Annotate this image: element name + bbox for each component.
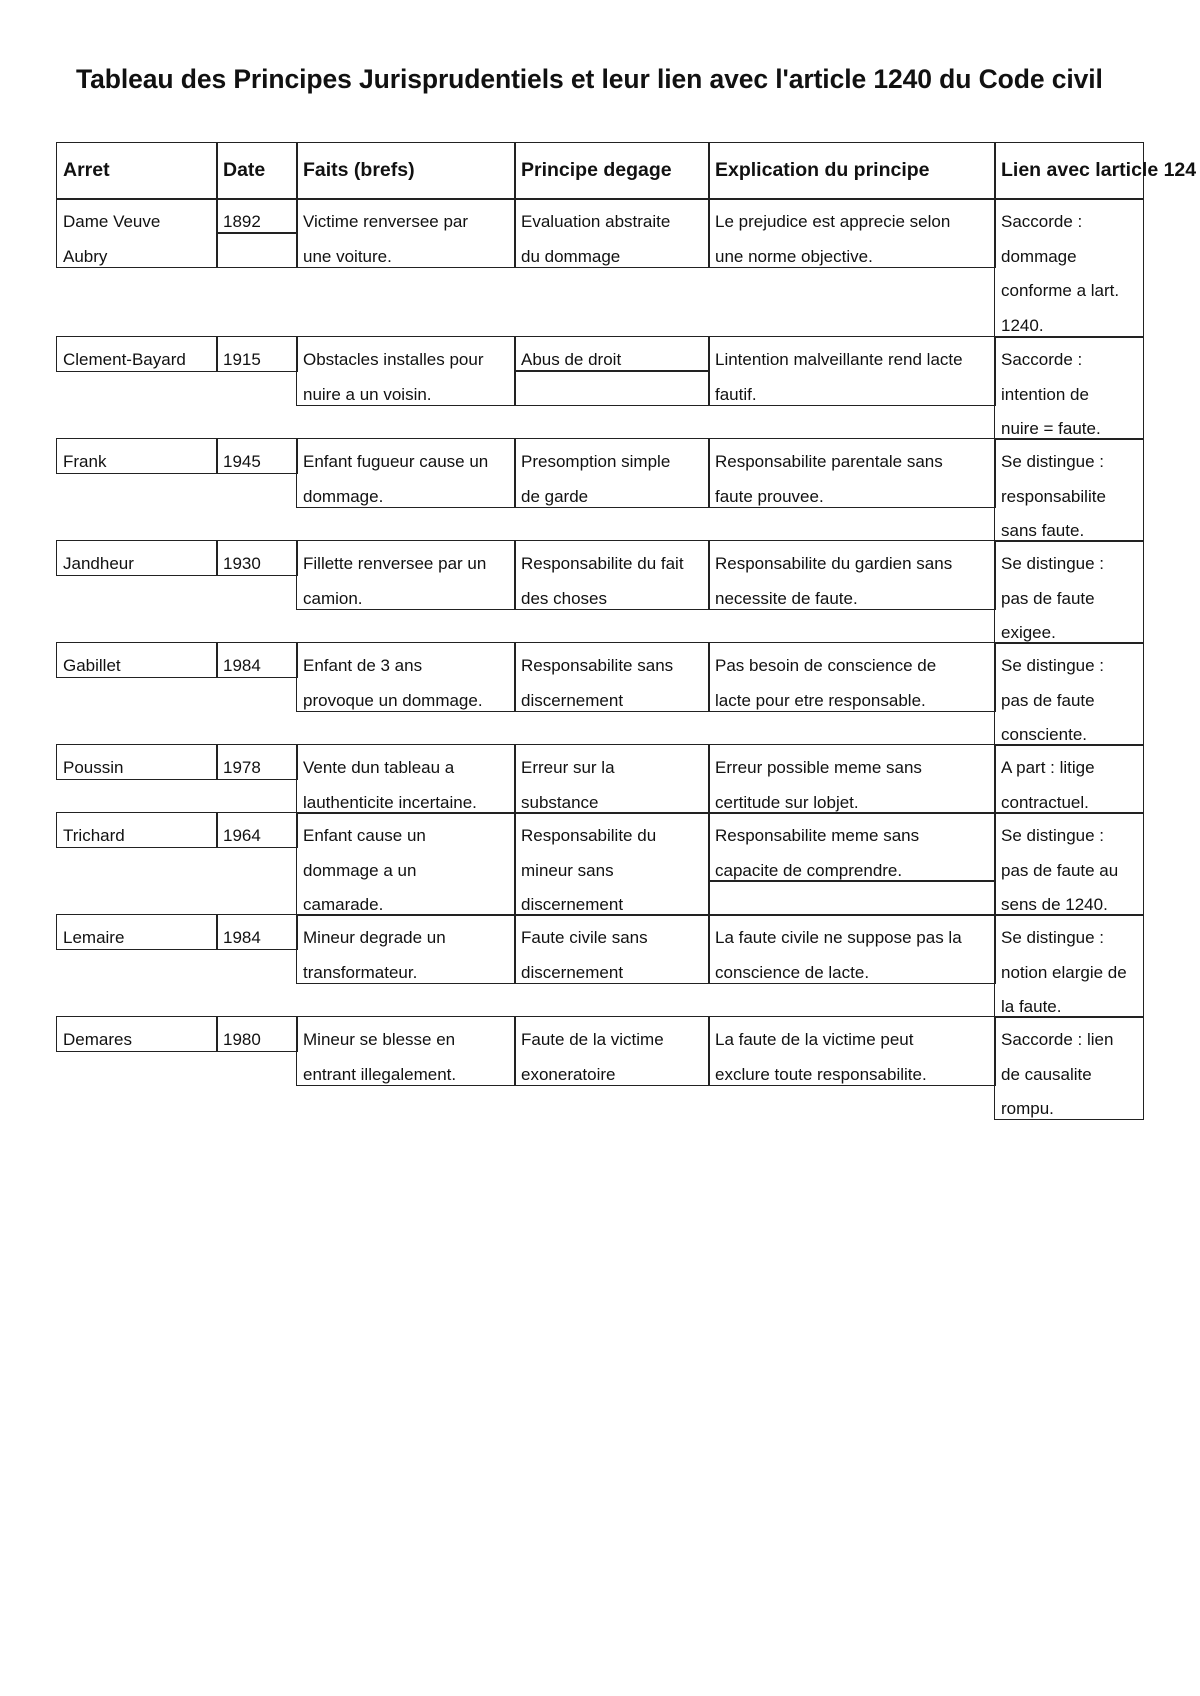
table-row-cell-explication: Responsabilite meme sans capacite de comprendre. [708, 812, 996, 882]
table-row-cell-explication: Pas besoin de conscience de lacte pour etre responsable. [708, 642, 996, 712]
table-row-cell-arret: Poussin [56, 744, 218, 780]
table-row-cell-empty [514, 370, 710, 406]
table-row-cell-lien: A part : litige contractuel. [994, 744, 1144, 814]
header-principe: Principe degage [514, 142, 710, 200]
table-row-cell-date: 1964 [216, 812, 298, 848]
table-row-cell-explication: Responsabilite du gardien sans necessite de faute. [708, 540, 996, 610]
table-row-cell-faits: Mineur degrade un transformateur. [296, 914, 516, 984]
table-row-cell-lien: Se distingue : pas de faute consciente. [994, 642, 1144, 746]
table-row-cell-explication: Erreur possible meme sans certitude sur lobjet. [708, 744, 996, 814]
table-row-cell-lien: Se distingue : responsabilite sans faute. [994, 438, 1144, 542]
table-row-cell-explication: Responsabilite parentale sans faute prouvee. [708, 438, 996, 508]
table-row-cell-date: 1945 [216, 438, 298, 474]
table-row-cell-faits: Enfant fugueur cause un dommage. [296, 438, 516, 508]
table-row-cell-empty [708, 880, 996, 916]
table-row-cell-principe: Responsabilite sans discernement [514, 642, 710, 712]
table-row-cell-arret: Clement-Bayard [56, 336, 218, 372]
table-row-cell-explication: Lintention malveillante rend lacte fautif. [708, 336, 996, 406]
table-row-cell-empty [216, 232, 298, 268]
table-row-cell-principe: Responsabilite du fait des choses [514, 540, 710, 610]
table-row-cell-date: 1980 [216, 1016, 298, 1052]
table-row-cell-lien: Se distingue : pas de faute exigee. [994, 540, 1144, 644]
header-faits: Faits (brefs) [296, 142, 516, 200]
table-row-cell-faits: Victime renversee par une voiture. [296, 198, 516, 268]
table-row-cell-principe: Erreur sur la substance [514, 744, 710, 814]
table-row-cell-arret: Jandheur [56, 540, 218, 576]
table-row-cell-principe: Faute civile sans discernement [514, 914, 710, 984]
table-row-cell-date: 1984 [216, 914, 298, 950]
table-row-cell-explication: Le prejudice est apprecie selon une norme objective. [708, 198, 996, 268]
table-row-cell-arret: Lemaire [56, 914, 218, 950]
table-row-cell-lien: Saccorde : dommage conforme a lart. 1240. [994, 198, 1144, 338]
table-row-cell-principe: Responsabilite du mineur sans discernement [514, 812, 710, 916]
table-row-cell-arret: Demares [56, 1016, 218, 1052]
table-row-cell-faits: Enfant de 3 ans provoque un dommage. [296, 642, 516, 712]
table-row-cell-explication: La faute de la victime peut exclure toute responsabilite. [708, 1016, 996, 1086]
table-row-cell-arret: Frank [56, 438, 218, 474]
table-row-cell-principe: Abus de droit [514, 336, 710, 372]
table-row-cell-date: 1892 [216, 198, 298, 234]
table-row-cell-lien: Se distingue : pas de faute au sens de 1240. [994, 812, 1144, 916]
table-row-cell-date: 1915 [216, 336, 298, 372]
table-row-cell-faits: Vente dun tableau a lauthenticite incertaine. [296, 744, 516, 814]
table-row-cell-arret: Dame Veuve Aubry [56, 198, 218, 268]
table-row-cell-date: 1978 [216, 744, 298, 780]
table-row-cell-faits: Fillette renversee par un camion. [296, 540, 516, 610]
table-row-cell-arret: Gabillet [56, 642, 218, 678]
table-row-cell-lien: Saccorde : intention de nuire = faute. [994, 336, 1144, 440]
header-arret: Arret [56, 142, 218, 200]
table-row-cell-lien: Saccorde : lien de causalite rompu. [994, 1016, 1144, 1120]
table-row-cell-date: 1984 [216, 642, 298, 678]
table-row-cell-faits: Enfant cause un dommage a un camarade. [296, 812, 516, 916]
table-row-cell-lien: Se distingue : notion elargie de la faute. [994, 914, 1144, 1018]
table-row-cell-faits: Mineur se blesse en entrant illegalement. [296, 1016, 516, 1086]
table-row-cell-faits: Obstacles installes pour nuire a un voisin. [296, 336, 516, 406]
table-row-cell-principe: Presomption simple de garde [514, 438, 710, 508]
header-lien: Lien avec larticle 124 [994, 142, 1144, 200]
header-date: Date [216, 142, 298, 200]
table-row-cell-arret: Trichard [56, 812, 218, 848]
table-row-cell-explication: La faute civile ne suppose pas la conscience de lacte. [708, 914, 996, 984]
page-title: Tableau des Principes Jurisprudentiels et leur lien avec l'article 1240 du Code civil [76, 64, 1103, 94]
table-row-cell-principe: Faute de la victime exoneratoire [514, 1016, 710, 1086]
header-explication: Explication du principe [708, 142, 996, 200]
table-row-cell-date: 1930 [216, 540, 298, 576]
table-row-cell-principe: Evaluation abstraite du dommage [514, 198, 710, 268]
